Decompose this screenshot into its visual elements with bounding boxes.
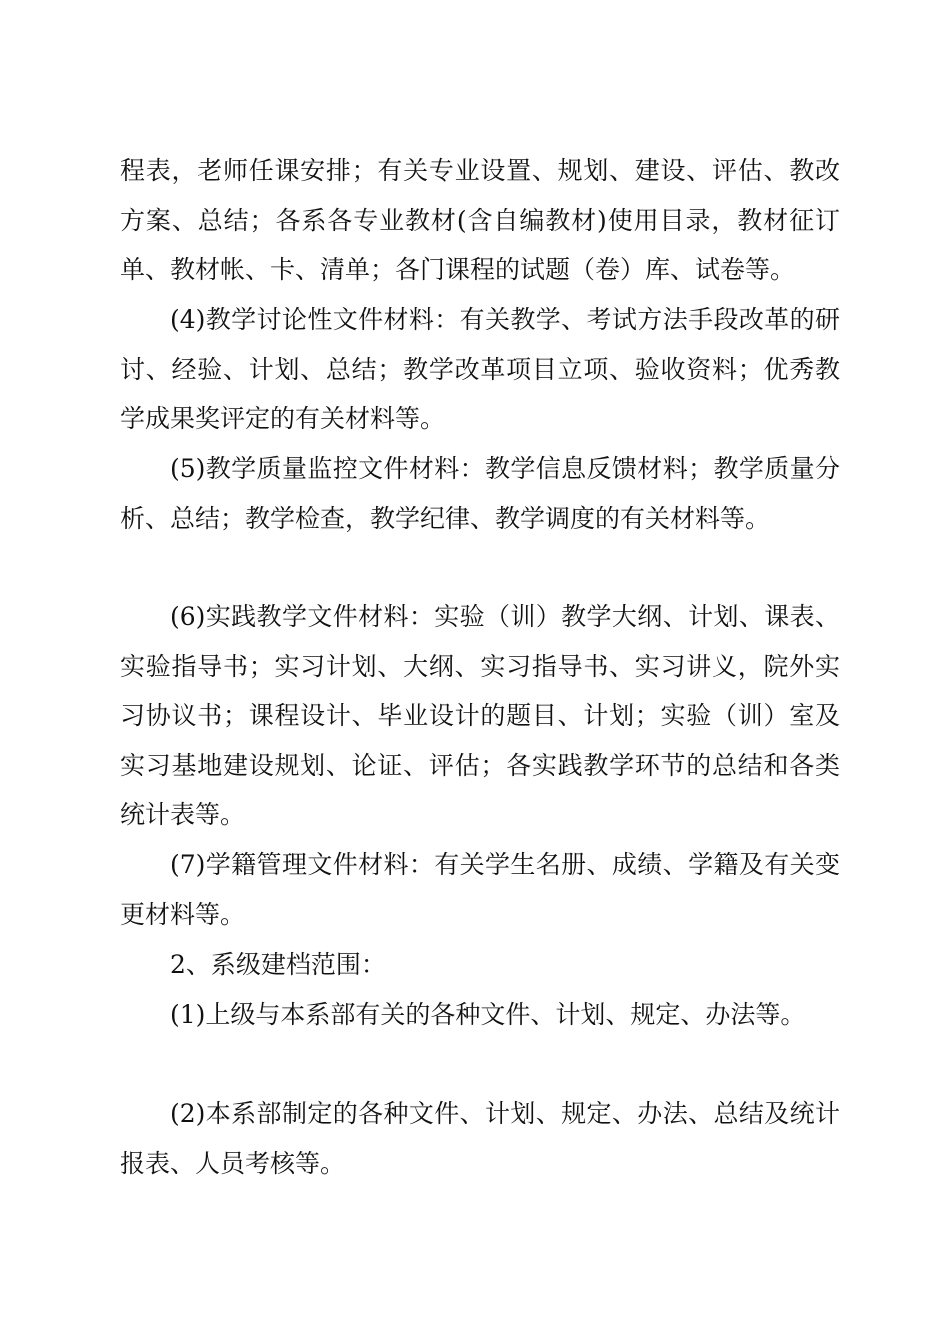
paragraph-item-7: (7)学籍管理文件材料：有关学生名册、成绩、学籍及有关变更材料等。	[120, 850, 840, 929]
paragraph-item-5: (5)教学质量监控文件材料：教学信息反馈材料；教学质量分析、总结；教学检查，教学纪律、教学调度的有关材料等。	[120, 454, 840, 533]
paragraph-sub-1: (1)上级与本系部有关的各种文件、计划、规定、办法等。	[170, 1000, 806, 1029]
paragraph-continuation: 程表，老师任课安排；有关专业设置、规划、建设、评估、教改方案、总结；各系各专业教材(含自编教材)使用目录，教材征订单、教材帐、卡、清单；各门课程的试题（卷）库、试卷等。	[120, 156, 840, 284]
section-heading-2: 2、系级建档范围：	[170, 950, 386, 979]
paragraph-item-4: (4)教学讨论性文件材料：有关教学、考试方法手段改革的研讨、经验、计划、总结；教学改革项目立项、验收资料；优秀教学成果奖评定的有关材料等。	[120, 305, 840, 433]
paragraph-item-6: (6)实践教学文件材料：实验（训）教学大纲、计划、课表、实验指导书；实习计划、大纲、实习指导书、实习讲义，院外实习协议书；课程设计、毕业设计的题目、计划；实验（训）室及实习基地建设规划、论证、评估；各实践教学环节的总结和各类统计表等。	[120, 602, 840, 829]
paragraph-sub-2: (2)本系部制定的各种文件、计划、规定、办法、总结及统计报表、人员考核等。	[120, 1099, 840, 1178]
